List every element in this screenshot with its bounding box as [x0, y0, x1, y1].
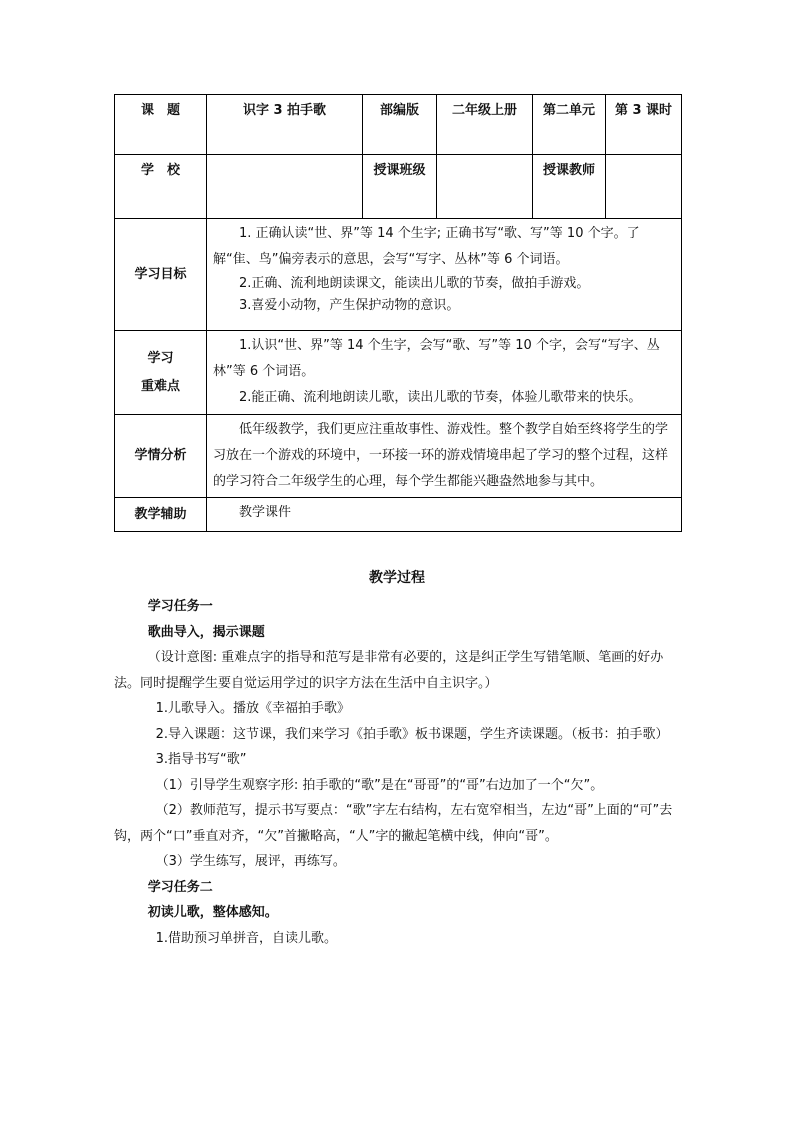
class-label: 授课班级	[363, 155, 437, 219]
key-points-label-line1: 学习	[147, 350, 174, 366]
aids-text: 教学课件	[239, 505, 292, 520]
edition: 部编版	[363, 95, 437, 155]
design-note: （设计意图: 重难点字的指导和范写是非常有必要的，这是纠正学生写错笔顺、笔画的好办法。同时提醒学生要自觉运用学过的识字方法在生活中自主识字。）	[114, 650, 664, 691]
step-3c: （3）学生练写，展评，再练写。	[155, 854, 346, 869]
aids-content	[207, 498, 682, 532]
analysis-content	[207, 415, 682, 498]
objectives-content	[207, 219, 682, 331]
key-points-content	[207, 331, 682, 415]
step-1: 1.儿歌导入。播放《幸福拍手歌》	[155, 701, 350, 716]
analysis-text: 低年级教学，我们更应注重故事性、游戏性。整个教学自始至终将学生的学习放在一个游戏的环境中，一环接一环的游戏情境串起了学习的整个过程，这样的学习符合二年级学生的心理，每个学生都能兴趣盎然地参与其中。	[213, 422, 669, 489]
key-points-label	[115, 331, 207, 415]
aids-label: 教学辅助	[115, 498, 207, 532]
school-label: 学 校	[115, 155, 207, 219]
topic-label: 课 题	[115, 95, 207, 155]
teacher-value	[606, 155, 682, 219]
step-3b: （2）教师范写，提示书写要点：“歌”字左右结构，左右宽窄相当，左边“哥”上面的“可”去钩，两个“口”垂直对齐，“欠”首撇略高，“人”字的撇起笔横中线，伸向“哥”。	[114, 803, 673, 844]
key-point-item: 2.能正确、流利地朗读儿歌，读出儿歌的节奏，体验儿歌带来的快乐。	[239, 390, 642, 405]
task2-heading: 学习任务二	[147, 879, 213, 895]
step-3a: （1）引导学生观察字形: 拍手歌的“歌”是在“哥哥”的“哥”右边加了一个“欠”。	[155, 777, 604, 793]
objectives-label: 学习目标	[115, 219, 207, 331]
school-value	[207, 155, 363, 219]
teacher-label: 授课教师	[533, 155, 606, 219]
unit: 第二单元	[533, 95, 606, 155]
task2-step-1: 1.借助预习单拼音，自读儿歌。	[155, 930, 337, 946]
step-2: 2.导入课题：这节课，我们来学习《拍手歌》板书课题，学生齐读课题。（板书：拍手歌）	[155, 726, 669, 742]
task1-subheading: 歌曲导入，揭示课题	[147, 624, 265, 640]
step-3: 3.指导书写“歌”	[155, 752, 247, 767]
task1-heading: 学习任务一	[147, 599, 213, 614]
task2-subheading: 初读儿歌，整体感知。	[147, 905, 278, 920]
period: 第 3 课时	[606, 95, 682, 155]
objective-item: 3.喜爱小动物，产生保护动物的意识。	[239, 298, 460, 313]
lesson-title: 识字 3 拍手歌	[207, 95, 363, 155]
class-value	[437, 155, 533, 219]
key-point-item: 1.认识“世、界”等 14 个生字，会写“歌、写”等 10 个字，会写“写字、丛林”等 6 个词语。	[213, 338, 660, 379]
grade: 二年级上册	[437, 95, 533, 155]
lesson-info-table	[114, 94, 682, 532]
key-points-label-line2: 重难点	[140, 378, 180, 394]
process-body	[114, 594, 681, 951]
objective-item: 1. 正确认读“世、界”等 14 个生字; 正确书写“歌、写”等 10 个字。了解“隹、鸟”偏旁表示的意思，会写“写字、丛林”等 6 个词语。	[213, 226, 640, 267]
process-title: 教学过程	[369, 570, 425, 586]
analysis-label: 学情分析	[115, 415, 207, 498]
objective-item: 2.正确、流利地朗读课文，能读出儿歌的节奏，做拍手游戏。	[239, 276, 590, 291]
